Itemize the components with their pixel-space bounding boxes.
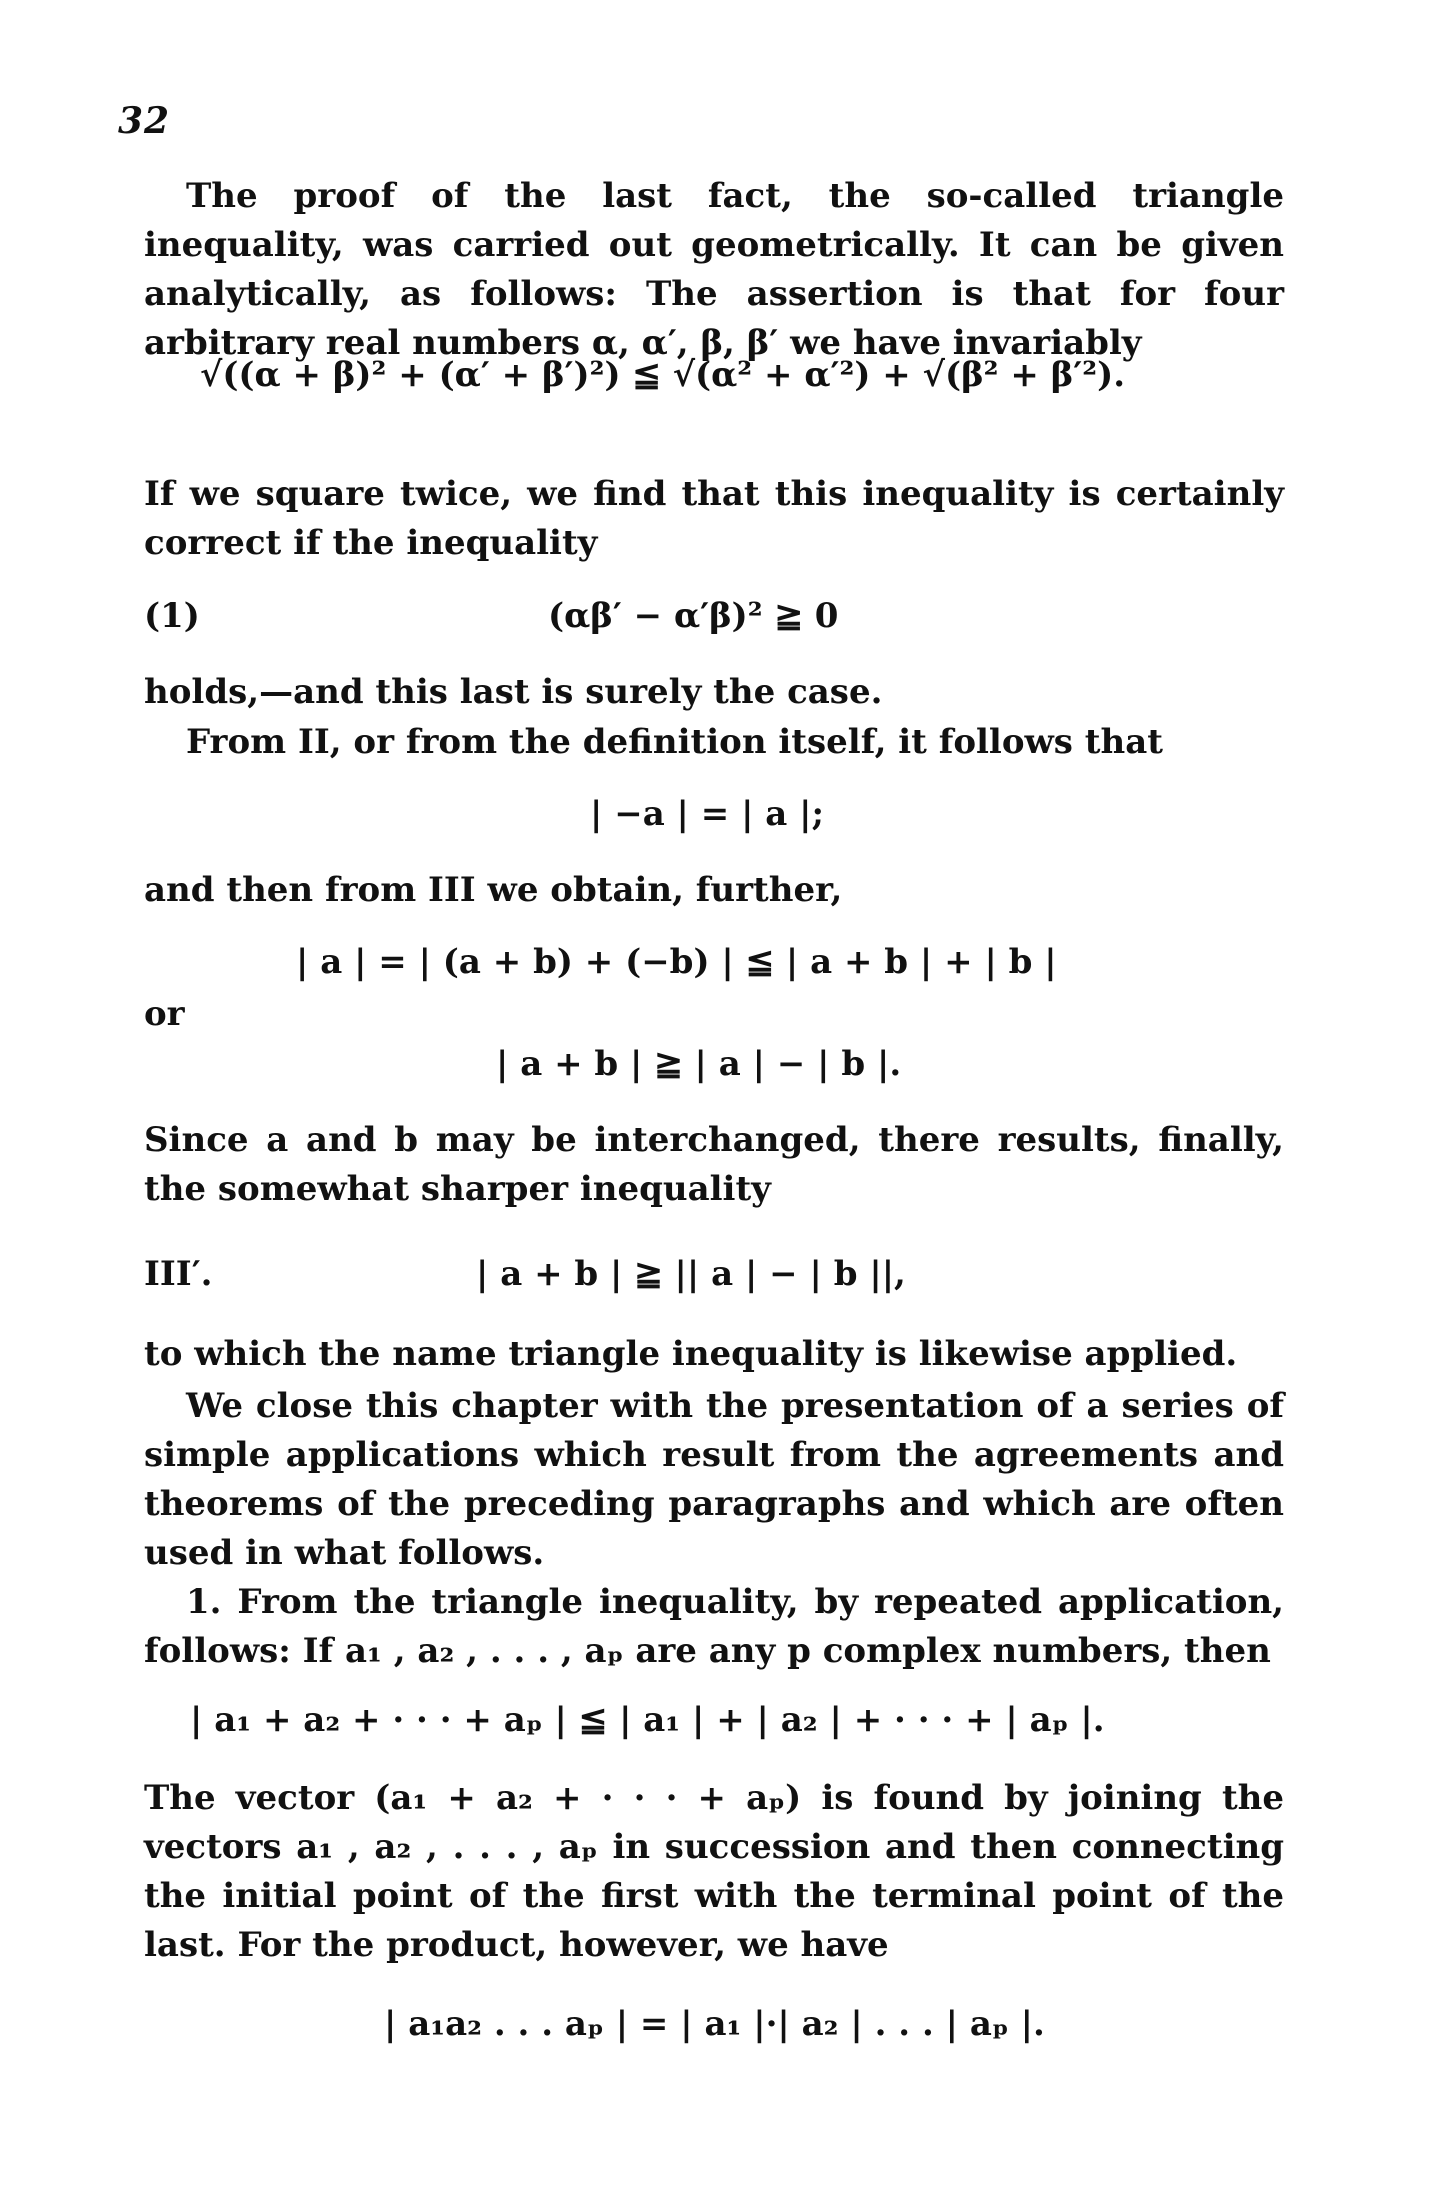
paragraph-from-iii: and then from III we obtain, further, — [144, 870, 843, 910]
page-number: 32 — [118, 100, 171, 142]
equation-1: (αβ′ − α′β)² ≧ 0 — [548, 596, 839, 636]
paragraph-interchanged: Since a and b may be interchanged, there results, finally, the somewhat sharper inequality — [144, 1120, 1284, 1209]
paragraph-from-ii: From II, or from the definition itself, it follows that — [186, 722, 1163, 762]
equation-sum-inequality: | a₁ + a₂ + · · · + aₚ | ≦ | a₁ | + | a₂ | + · · · + | aₚ |. — [190, 1700, 1105, 1740]
equation-product: | a₁a₂ . . . aₚ | = | a₁ |·| a₂ | . . . | aₚ |. — [384, 2004, 1045, 2044]
word-or: or — [144, 994, 185, 1034]
paragraph-holds: holds,—and this last is surely the case. — [144, 672, 883, 712]
equation-sqrt-inequality: √((α + β)² + (α′ + β′)²) ≦ √(α² + α′²) + √(β² + β′²). — [200, 355, 1126, 395]
equation-abs-neg: | −a | = | a |; — [590, 794, 825, 834]
paragraph-repeated-application: 1. From the triangle inequality, by repeated application, follows: If a₁ , a₂ , . . . , aₚ are any p complex numbers, then — [144, 1582, 1284, 1671]
paragraph-vector: The vector (a₁ + a₂ + · · · + aₚ) is found by joining the vectors a₁ , a₂ , . . . , aₚ in succession and then connecting the initial point of the first with the terminal point of the last. For the product, however, we have — [144, 1778, 1284, 1965]
equation-abs-sum: | a | = | (a + b) + (−b) | ≦ | a + b | + | b | — [296, 942, 1057, 982]
equation-label-iii-prime: III′. — [144, 1254, 213, 1294]
equation-reverse-triangle: | a + b | ≧ | a | − | b |. — [496, 1044, 902, 1084]
paragraph-applications: We close this chapter with the presentation of a series of simple applications which result from the agreements and theorems of the preceding paragraphs and which are often used in what follows. — [144, 1386, 1284, 1573]
equation-label-1: (1) — [144, 596, 200, 636]
paragraph-square-twice: If we square twice, we find that this inequality is certainly correct if the inequality — [144, 474, 1284, 563]
paragraph-triangle-proof: The proof of the last fact, the so-called triangle inequality, was carried out geometrically. It can be given analytically, as follows: The assertion is that for four arbitrary real numbers α, α′, β, β′ we have invariably — [144, 176, 1284, 363]
paragraph-name-applied: to which the name triangle inequality is likewise applied. — [144, 1334, 1238, 1374]
equation-iii-prime: | a + b | ≧ || a | − | b ||, — [476, 1254, 906, 1294]
